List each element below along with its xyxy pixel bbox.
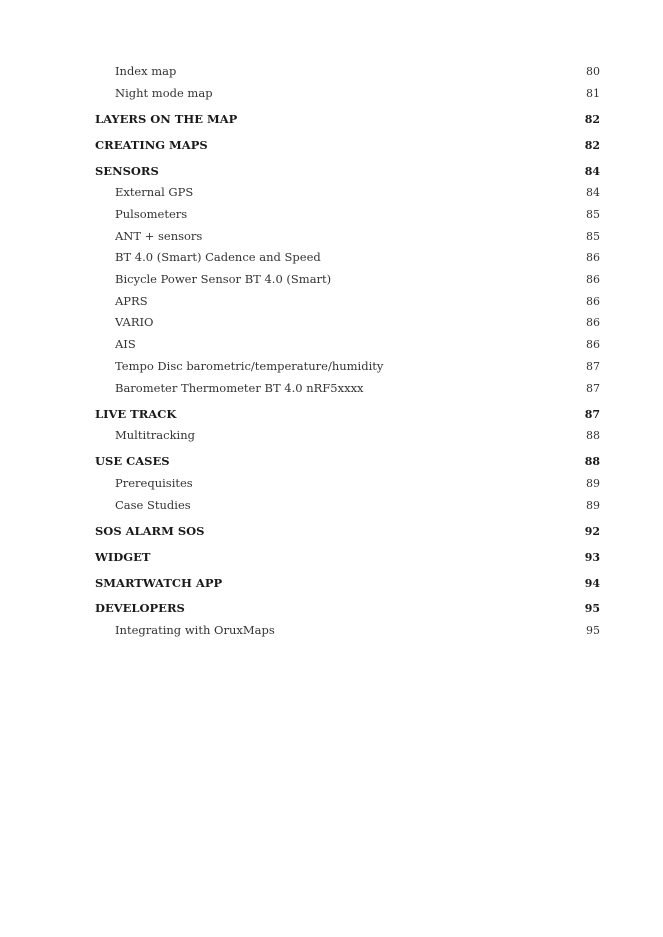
toc-entry-title: VARIO	[115, 315, 154, 330]
toc-entry[interactable]	[95, 247, 600, 269]
toc-entry[interactable]	[95, 425, 600, 447]
toc-section-page: 92	[584, 524, 600, 538]
toc-section-page: 93	[584, 550, 600, 564]
toc-entry-title: Night mode map	[115, 85, 213, 100]
toc-section[interactable]	[95, 573, 600, 595]
toc-section[interactable]	[95, 135, 600, 157]
toc-section-title: SMARTWATCH APP	[95, 575, 223, 590]
toc-entry[interactable]	[95, 182, 600, 204]
toc-entry-title: Case Studies	[115, 497, 191, 512]
toc-entry-page: 85	[586, 208, 600, 222]
toc-section-title: WIDGET	[95, 549, 151, 564]
toc-entry-page: 87	[586, 381, 600, 395]
toc-entry-page: 86	[586, 294, 600, 308]
toc-section[interactable]	[95, 109, 600, 131]
toc-entry-page: 86	[586, 251, 600, 265]
toc-section-page: 82	[584, 138, 600, 152]
toc-section-page: 87	[584, 407, 600, 421]
toc-section[interactable]	[95, 598, 600, 620]
toc-section-title: SOS ALARM SOS	[95, 523, 205, 538]
toc-section-page: 94	[584, 576, 600, 590]
toc-entry-page: 89	[586, 476, 600, 490]
toc-section[interactable]	[95, 547, 600, 569]
toc-entry-title: External GPS	[115, 185, 194, 200]
toc-entry[interactable]	[95, 83, 600, 105]
toc-entry-page: 80	[586, 65, 600, 78]
toc-section-title: SENSORS	[95, 163, 159, 178]
toc-section[interactable]	[95, 451, 600, 473]
toc-section-title: DEVELOPERS	[95, 601, 185, 616]
toc-entry-page: 86	[586, 338, 600, 352]
toc-section-title: USE CASES	[95, 454, 170, 469]
toc-entry[interactable]	[95, 204, 600, 226]
toc-section-page: 88	[584, 455, 600, 469]
toc-entry-title: Pulsometers	[115, 207, 188, 222]
toc-entry[interactable]	[95, 226, 600, 248]
toc-entry[interactable]	[95, 269, 600, 291]
toc-entry[interactable]	[95, 378, 600, 400]
toc-entry[interactable]	[95, 61, 600, 83]
toc-entry-page: 84	[586, 186, 600, 200]
toc-section[interactable]	[95, 161, 600, 183]
toc-entry-title: Bicycle Power Sensor BT 4.0 (Smart)	[115, 272, 332, 287]
toc-entry-page: 86	[586, 273, 600, 287]
toc-section-title: LIVE TRACK	[95, 406, 177, 421]
toc-entry[interactable]	[95, 495, 600, 517]
toc-entry-title: APRS	[115, 293, 148, 308]
table-of-contents	[95, 61, 600, 642]
toc-entry[interactable]	[95, 334, 600, 356]
toc-entry-title: Tempo Disc barometric/temperature/humidity	[115, 358, 384, 373]
toc-section[interactable]	[95, 404, 600, 426]
toc-entry[interactable]	[95, 291, 600, 313]
toc-entry-page: 88	[586, 429, 600, 443]
toc-section-page: 84	[584, 164, 600, 178]
toc-section-page: 82	[584, 112, 600, 126]
toc-entry-title: Prerequisites	[115, 475, 193, 490]
toc-section-title: LAYERS ON THE MAP	[95, 111, 238, 126]
toc-entry-page: 89	[586, 498, 600, 512]
toc-entry-title: Barometer Thermometer BT 4.0 nRF5xxxx	[115, 380, 364, 395]
toc-section-title: CREATING MAPS	[95, 137, 208, 152]
toc-entry-title: AIS	[115, 337, 136, 352]
toc-entry-title: Index map	[115, 64, 177, 78]
toc-section-page: 95	[584, 602, 600, 616]
toc-entry-title: ANT + sensors	[115, 228, 203, 243]
toc-entry[interactable]	[95, 312, 600, 334]
toc-entry-page: 86	[586, 316, 600, 330]
toc-entry-page: 85	[586, 229, 600, 243]
toc-entry-page: 81	[586, 86, 600, 100]
toc-entry[interactable]	[95, 356, 600, 378]
toc-entry-page: 95	[586, 624, 600, 638]
toc-entry[interactable]	[95, 473, 600, 495]
toc-entry-title: Integrating with OruxMaps	[115, 623, 275, 638]
toc-entry-title: BT 4.0 (Smart) Cadence and Speed	[115, 250, 321, 265]
toc-entry[interactable]	[95, 620, 600, 642]
toc-section[interactable]	[95, 521, 600, 543]
toc-entry-page: 87	[586, 359, 600, 373]
toc-entry-title: Multitracking	[115, 428, 195, 443]
